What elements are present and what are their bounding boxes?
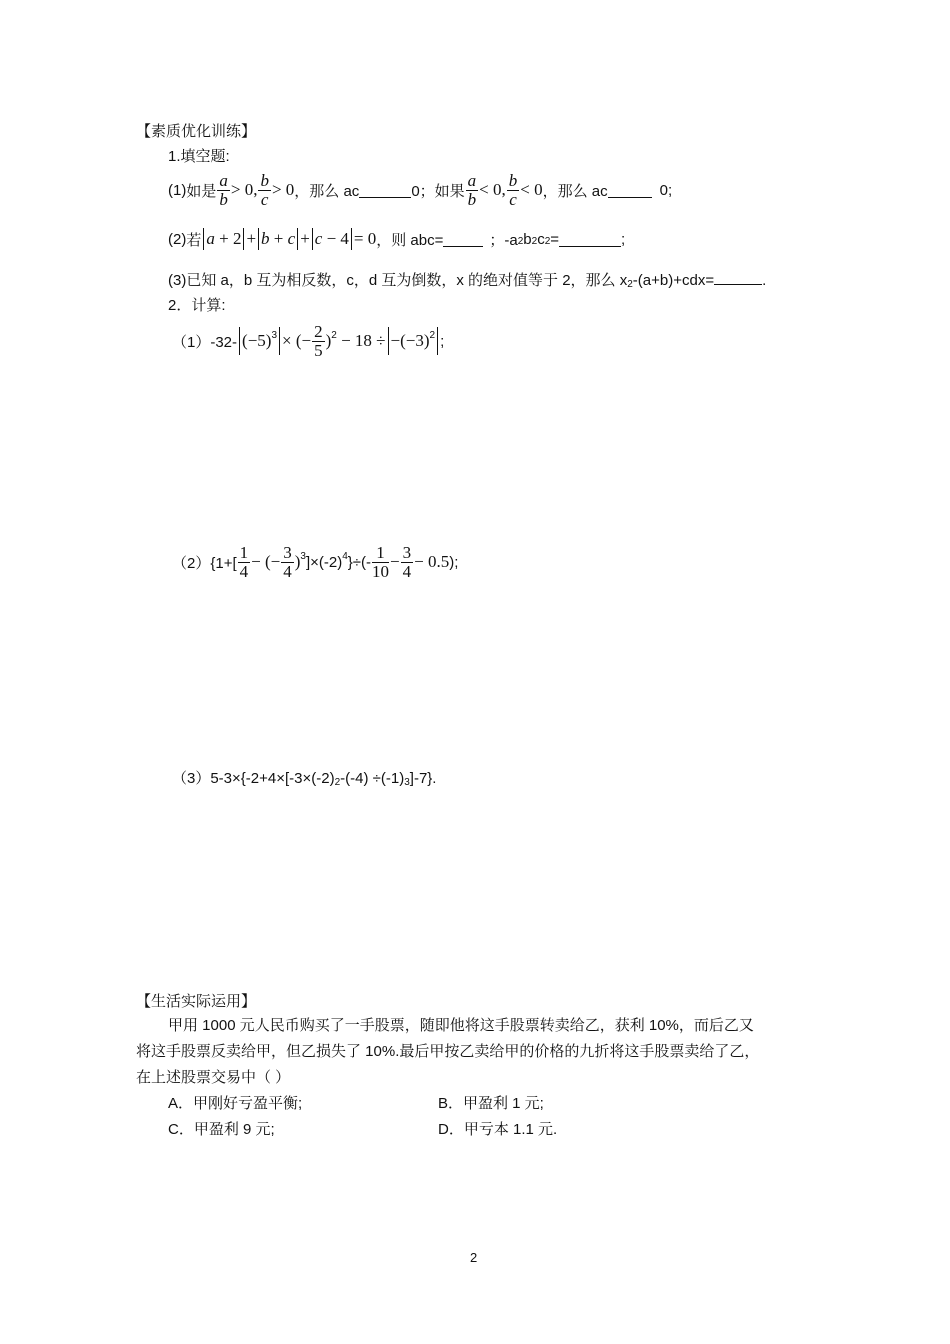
fraction-a-over-b: $\frac{a}{b}$ [219,170,228,209]
option-a[interactable]: A．甲刚好亏盈平衡; [168,1095,303,1112]
answer-blank[interactable] [559,232,621,247]
question-2-title: 2．计算: [168,297,226,314]
calc-3: （3）5-3×{-2+4×[-3×(-2)2-(-4) ÷(-1)3]-7}. [172,770,437,788]
section-title-training: 【素质优化训练】 [136,123,257,140]
fraction-a-over-b-2: $\frac{a}{b}$ [467,170,477,209]
q1-3-text: (3)已知 a，b 互为相反数，c，d 互为倒数，x 的绝对值等于 2，那么 x [168,272,628,289]
fraction-b-over-c: $\frac{b}{c}$ [260,170,269,209]
page-number: 2 [470,1250,478,1265]
q1-1-text-2: ，那么 ac [294,182,360,200]
q1-2-text-5: c [537,230,545,248]
fraction-1-over-4: $\frac{1}{4}$ [239,542,249,581]
q1-1-text-5: 0; [659,181,673,199]
paragraph-line-2: 将这手股票反卖给甲，但乙损失了 10%.最后甲按乙卖给甲的价格的九折将这手股票卖给了乙， [136,1043,760,1060]
fraction-1-over-10: $\frac{1}{10}$ [372,542,390,581]
paragraph-line-3: 在上述股票交易中（ ） [136,1069,291,1086]
calc-2-mid2: }÷(- [347,553,372,571]
q1-2-text-6: = [550,230,560,248]
paragraph-line-1: 甲用 1000 元人民币购买了一手股票，随即他将这手股票转卖给乙，获利 10%，而后乙又 [168,1017,754,1034]
q1-3-tail: -(a+b)+cdx= [632,272,715,289]
q1-1-text-3: 0；如果 [411,182,465,200]
q1-1-text-4: ，那么 ac [542,182,608,200]
option-d[interactable]: D．甲亏本 1.1 元. [438,1121,558,1138]
q1-2-text-2: ，则 abc= [376,231,444,249]
q1-2-text-4: b [523,230,532,248]
answer-blank[interactable] [608,183,652,198]
calc-3-text: （3）5-3×{-2+4×[-3×(-2) [172,770,335,787]
question-1-title: 1.填空题: [168,148,230,165]
calc-3-text2: -(-4) ÷(-1) [340,770,405,787]
answer-blank[interactable] [359,183,411,198]
option-c[interactable]: C．甲盈利 9 元; [168,1121,275,1138]
answer-blank[interactable] [443,232,483,247]
q1-1-text-1: 如是 [186,182,217,200]
fraction-b-over-c-2: $\frac{b}{c}$ [508,170,518,209]
option-b[interactable]: B．甲盈利 1 元; [438,1095,544,1112]
calc-2-label: （2）{1+[ [172,554,237,572]
question-1-2: (2) 若 a + 2 + b + c + c − 4 = 0 ，则 abc= ；-a 2 b 2 c 2 = ; [168,229,626,249]
q1-1-number: (1) [168,181,187,199]
fraction-3-over-4: $\frac{3}{4}$ [283,542,292,581]
calc-1: （1）-32- (−5) 3 × (− $\frac{2}{5}$ ) 2 − 18 ÷ −(−3) 2 ; [172,321,445,360]
answer-blank[interactable] [714,270,762,285]
q1-2-text-7: ; [621,230,626,248]
calc-2-end: ); [449,553,459,571]
calc-2: （2）{1+[ $\frac{1}{4}$ − (− $\frac{3}{4}$ ) 3 ]×(-2) 4 }÷(- $\frac{1}{10}$ − $\frac{3}{4}$ − 0.5 ); [172,542,459,581]
calc-3-text3: ]-7}. [409,770,437,787]
q1-3-end: . [762,272,767,289]
q1-2-text-3: ；-a [489,231,518,249]
calc-1-label: （1）-32- [172,333,238,351]
calc-1-end: ; [440,332,445,350]
question-1-1: (1) 如是 $\frac{a}{b}$ > 0, $\frac{b}{c}$ > 0 ，那么 ac 0；如果 $\frac{a}{b}$ < 0, $\frac{b}{c}$ < 0 ，那么 ac 0; [168,170,673,209]
section-title-application: 【生活实际运用】 [136,993,257,1010]
question-1-3: (3)已知 a，b 互为相反数，c，d 互为倒数，x 的绝对值等于 2，那么 x2-(a+b)+cdx= . [168,272,767,290]
q1-2-text-1: 若 [186,231,202,249]
fraction-3-over-4-2: $\frac{3}{4}$ [402,542,412,581]
fraction-2-over-5: $\frac{2}{5}$ [314,321,323,360]
calc-2-mid: ]×(-2) [305,553,343,571]
q1-2-number: (2) [168,230,187,248]
